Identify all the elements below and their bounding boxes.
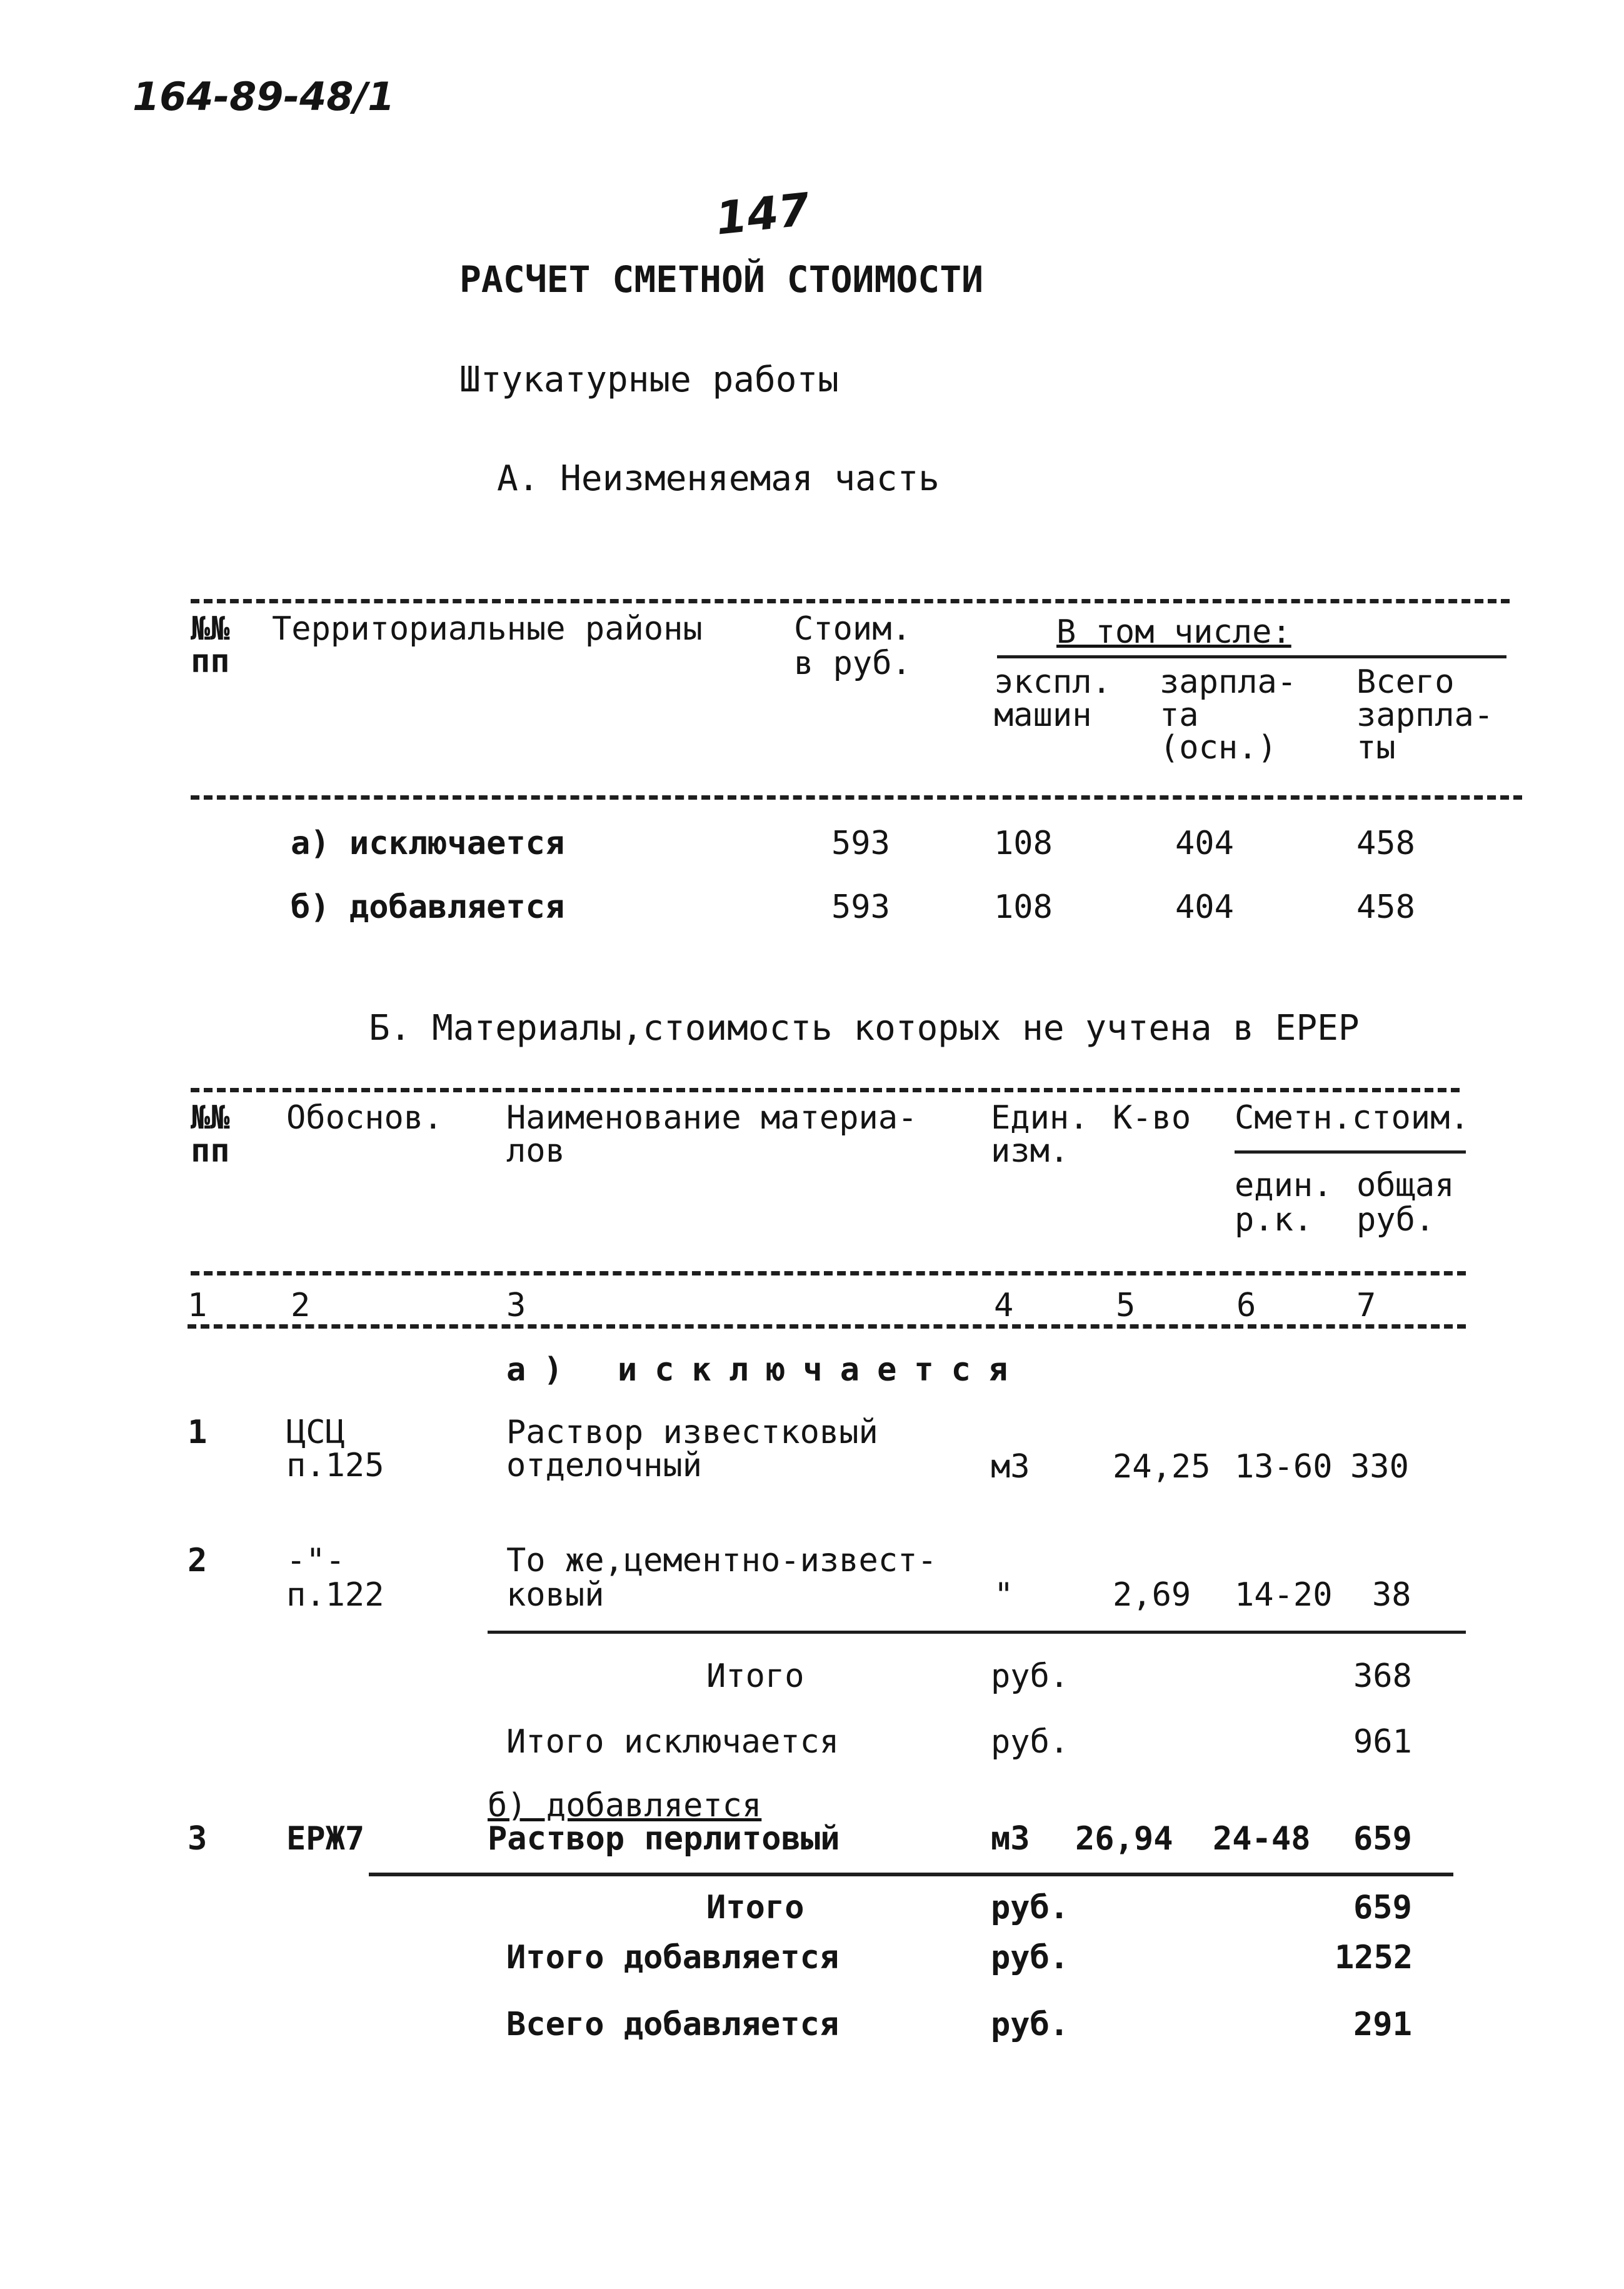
item-name-1: То же,цементно-извест- xyxy=(506,1542,937,1579)
item-unit: м3 xyxy=(991,1820,1030,1858)
item-qty: 2,69 xyxy=(1113,1576,1191,1614)
row-wages: 404 xyxy=(1175,888,1234,926)
row-wages: 404 xyxy=(1175,825,1234,862)
header-total-wages-1: Всего xyxy=(1356,663,1455,701)
header-unit-cost-2: р.к. xyxy=(1235,1201,1313,1239)
column-number: 5 xyxy=(1116,1287,1136,1324)
item-total: 659 xyxy=(1353,1820,1412,1858)
subtotal-value: 659 xyxy=(1353,1889,1412,1926)
column-number: 3 xyxy=(506,1287,526,1324)
header-num-1: №№ xyxy=(191,610,230,648)
item-name: Раствор перлитовый xyxy=(488,1820,840,1858)
page-number: 147 xyxy=(713,183,813,245)
grand-total-value: 291 xyxy=(1353,2006,1412,2043)
column-number: 1 xyxy=(188,1287,208,1324)
subtotal-unit: руб. xyxy=(991,1889,1070,1926)
subtitle: Штукатурные работы xyxy=(459,360,839,400)
header-machines-2: машин xyxy=(994,697,1092,734)
row-total: 458 xyxy=(1356,888,1415,926)
table-top-rule xyxy=(191,1088,1460,1092)
item-unit: м3 xyxy=(991,1448,1030,1486)
header-total-wages-2: зарпла- xyxy=(1356,697,1494,734)
page-title: РАСЧЕТ СМЕТНОЙ СТОИМОСТИ xyxy=(459,258,984,301)
subtotal-value: 368 xyxy=(1353,1658,1412,1695)
item-unit: " xyxy=(994,1576,1014,1614)
cost-group-underline xyxy=(1235,1150,1466,1154)
column-number: 2 xyxy=(291,1287,311,1324)
subtotal-rule xyxy=(488,1631,1466,1634)
row-label: б) добавляется xyxy=(291,888,565,926)
header-name-1: Наименование материа- xyxy=(506,1099,918,1137)
header-qty: К-во xyxy=(1113,1099,1191,1137)
column-number: 7 xyxy=(1356,1287,1376,1324)
header-basis: Обоснов. xyxy=(286,1099,443,1137)
total-excluded-unit: руб. xyxy=(991,1723,1070,1761)
total-added-label: Итого добавляется xyxy=(506,1939,840,1976)
header-total-cost-1: общая xyxy=(1356,1167,1455,1204)
document-code: 164-89-48/1 xyxy=(133,74,395,119)
total-excluded-value: 961 xyxy=(1353,1723,1412,1761)
header-unit-cost-1: един. xyxy=(1235,1167,1333,1204)
item-basis: ЕРЖ7 xyxy=(286,1820,365,1858)
header-wages-2: та xyxy=(1160,697,1199,734)
item-total: 330 xyxy=(1350,1448,1409,1486)
total-added-value: 1252 xyxy=(1335,1939,1413,1976)
header-machines-1: экспл. xyxy=(994,663,1111,701)
total-excluded-label: Итого исключается xyxy=(506,1723,840,1761)
header-total-cost-2: руб. xyxy=(1356,1201,1435,1239)
header-cost-1: Стоим. xyxy=(794,610,911,648)
header-num-1: №№ xyxy=(191,1099,230,1137)
header-cost-2: в руб. xyxy=(794,645,911,682)
added-subtotal-rule xyxy=(369,1873,1453,1876)
column-number: 6 xyxy=(1236,1287,1256,1324)
item-unit-cost: 13-60 xyxy=(1235,1448,1333,1486)
table-top-rule xyxy=(191,599,1510,603)
item-unit-cost: 24-48 xyxy=(1213,1820,1311,1858)
excluded-label: а) исключается xyxy=(506,1351,1026,1389)
table-header-rule xyxy=(191,795,1522,800)
item-unit-cost: 14-20 xyxy=(1235,1576,1333,1614)
item-num: 3 xyxy=(188,1820,208,1858)
row-label: а) исключается xyxy=(291,825,565,862)
column-number: 4 xyxy=(994,1287,1014,1324)
header-name-2: лов xyxy=(506,1132,565,1170)
header-region: Территориальные районы xyxy=(272,610,703,648)
section-b-heading: Б. Материалы,стоимость которых не учтена в ЕРЕР xyxy=(369,1008,1360,1049)
header-unit-1: Един. xyxy=(991,1099,1089,1137)
header-unit-2: изм. xyxy=(991,1132,1070,1170)
section-a-heading: А. Неизменяемая часть xyxy=(497,458,940,499)
row-cost: 593 xyxy=(831,888,890,926)
column-number-top-rule xyxy=(191,1271,1466,1275)
total-added-unit: руб. xyxy=(991,1939,1070,1976)
header-wages-1: зарпла- xyxy=(1160,663,1297,701)
column-number-bottom-rule xyxy=(188,1324,1466,1329)
item-num: 2 xyxy=(188,1542,208,1579)
header-num-2: пп xyxy=(191,643,230,680)
item-basis-1: ЦСЦ xyxy=(286,1414,345,1451)
row-cost: 593 xyxy=(831,825,890,862)
subtotal-label: Итого xyxy=(706,1658,804,1695)
header-group: В том числе: xyxy=(1056,613,1291,651)
group-underline xyxy=(997,655,1506,658)
grand-total-unit: руб. xyxy=(991,2006,1070,2043)
row-machines: 108 xyxy=(994,825,1053,862)
row-machines: 108 xyxy=(994,888,1053,926)
item-total: 38 xyxy=(1372,1576,1411,1614)
header-num-2: пп xyxy=(191,1132,230,1170)
item-basis-2: п.125 xyxy=(286,1447,384,1484)
subtotal-unit: руб. xyxy=(991,1658,1070,1695)
item-name-1: Раствор известковый xyxy=(506,1414,878,1451)
item-qty: 26,94 xyxy=(1075,1820,1173,1858)
added-label: б) добавляется xyxy=(488,1787,762,1824)
header-total-wages-3: ты xyxy=(1356,729,1396,767)
item-basis-1: -"- xyxy=(286,1542,345,1579)
item-name-2: ковый xyxy=(506,1576,604,1614)
item-basis-2: п.122 xyxy=(286,1576,384,1614)
subtotal-label: Итого xyxy=(706,1889,804,1926)
item-name-2: отделочный xyxy=(506,1447,703,1484)
item-qty: 24,25 xyxy=(1113,1448,1211,1486)
header-cost-group: Сметн.стоим. xyxy=(1235,1099,1470,1137)
grand-total-label: Всего добавляется xyxy=(506,2006,840,2043)
row-total: 458 xyxy=(1356,825,1415,862)
header-wages-3: (осн.) xyxy=(1160,729,1277,767)
item-num: 1 xyxy=(188,1414,208,1451)
